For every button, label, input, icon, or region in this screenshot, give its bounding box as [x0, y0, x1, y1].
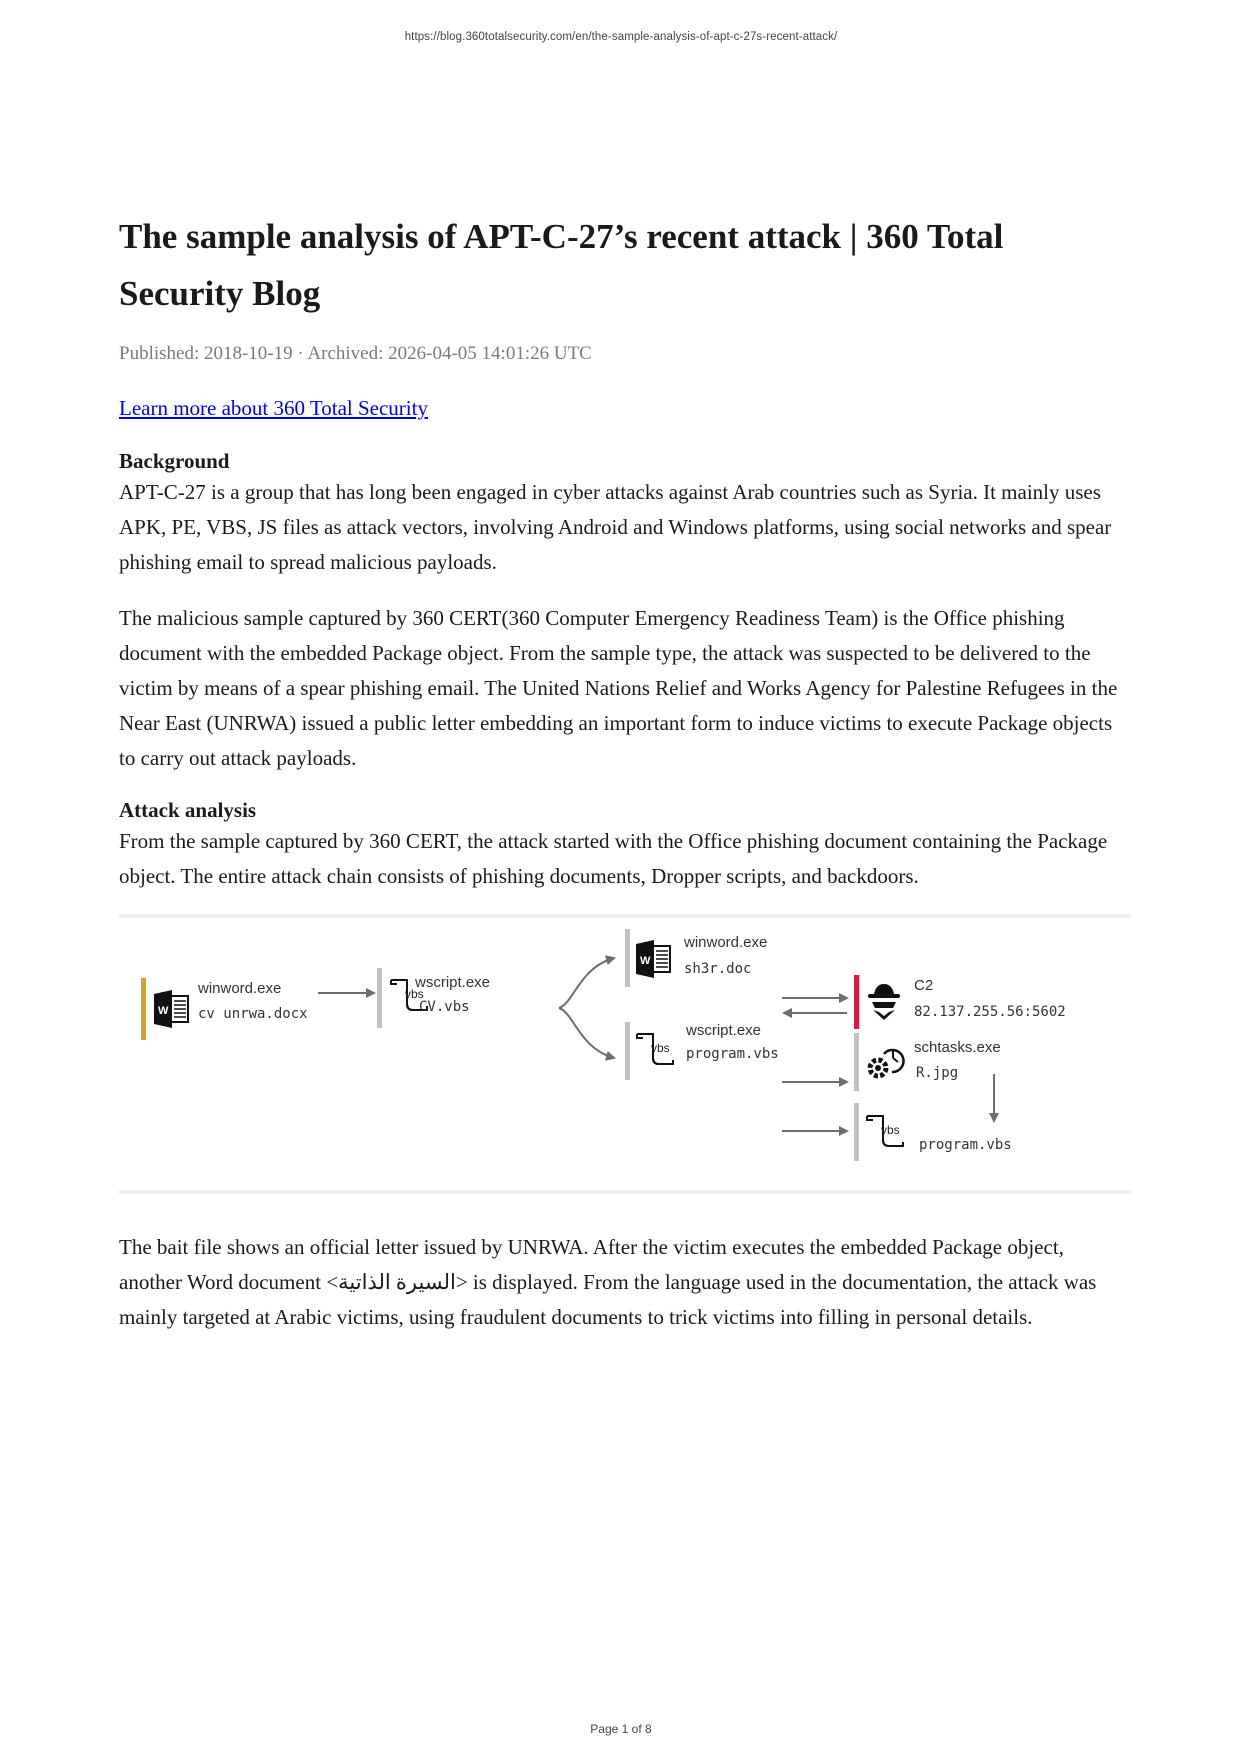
word-icon — [634, 940, 674, 978]
publish-meta: Published: 2018-10-19 · Archived: 2026-04-05 14:01:26 UTC — [119, 343, 592, 364]
background-paragraph-2: The malicious sample captured by 360 CERT(360 Computer Emergency Readiness Team) is the Office phishing document with the embedded Package object. From the sample type, the attack was suspected to be delivered to the victim by means of a spear phishing email. The United Nations Relief and Works Agency for Palestine Refugees in the Near East (UNRWA) issued a public letter embedding an important form to induce victims to execute Package objects to carry out attack payloads. — [119, 606, 1118, 770]
node-2-file: CV.vbs — [419, 999, 470, 1015]
learn-more-link[interactable]: Learn more about 360 Total Security — [119, 396, 428, 420]
node-3-bar — [625, 929, 630, 987]
node-1-bar — [141, 978, 146, 1040]
node-2-bar — [377, 968, 382, 1028]
node-2-process: wscript.exe — [415, 974, 491, 991]
node-1-process: winword.exe — [198, 980, 282, 997]
node-6-file: R.jpg — [916, 1065, 959, 1081]
attack-chain-diagram — [119, 914, 1131, 1194]
attack-analysis-paragraph-1: From the sample captured by 360 CERT, the attack started with the Office phishing document containing the Package object. The entire attack chain consists of phishing documents, Dropper scripts, and backdoors. — [119, 829, 1108, 888]
svg-text:W: W — [640, 955, 651, 967]
scheduled-task-icon — [864, 1040, 906, 1082]
vbs-script-icon — [863, 1112, 907, 1150]
c2-address: 82.137.255.56:5602 — [914, 1004, 1066, 1020]
article — [119, 208, 1129, 1335]
spy-icon — [864, 982, 904, 1022]
c2-bar — [854, 975, 859, 1029]
page-url-header: https://blog.360totalsecurity.com/en/the-sample-analysis-of-apt-c-27s-recent-attack/ — [404, 31, 838, 43]
node-4-process: wscript.exe — [686, 1022, 762, 1039]
c2-label: C2 — [914, 977, 934, 994]
background-heading: Background — [119, 449, 230, 473]
attack-analysis-heading: Attack analysis — [119, 798, 257, 822]
svg-text:W: W — [158, 1005, 169, 1017]
node-7-file: program.vbs — [919, 1137, 1012, 1153]
vbs-script-icon — [633, 1030, 677, 1068]
svg-text:vbs: vbs — [651, 1041, 670, 1055]
page-title: The sample analysis of APT-C-27’s recent attack | 360 Total Security Blog — [119, 217, 1004, 313]
node-4-bar — [625, 1022, 630, 1080]
svg-text:vbs: vbs — [881, 1123, 900, 1137]
node-1-file: cv unrwa.docx — [198, 1006, 308, 1022]
page-number: Page 1 of 8 — [590, 1722, 652, 1736]
node-3-process: winword.exe — [684, 934, 768, 951]
node-6-bar — [854, 1033, 859, 1091]
node-6-process: schtasks.exe — [914, 1039, 1001, 1056]
node-3-file: sh3r.doc — [684, 961, 752, 977]
node-7-bar — [854, 1103, 859, 1161]
background-paragraph-1: APT-C-27 is a group that has long been engaged in cyber attacks against Arab countries such as Syria. It mainly uses APK, PE, VBS, JS files as attack vectors, involving Android and Windows platforms, using social networks and spear phishing email to spread malicious payloads. — [119, 480, 1112, 574]
node-4-file: program.vbs — [686, 1046, 779, 1062]
attack-analysis-paragraph-2: The bait file shows an official letter issued by UNRWA. After the victim executes the embedded Package object, another Word document <السيرة الذاتية> is displayed. From the language used in the documentation, the attack was mainly targeted at Arabic victims, using fraudulent documents to trick victims into filling in personal details. — [119, 1235, 1097, 1329]
word-icon — [152, 990, 192, 1028]
svg-text:vbs: vbs — [405, 987, 424, 1001]
